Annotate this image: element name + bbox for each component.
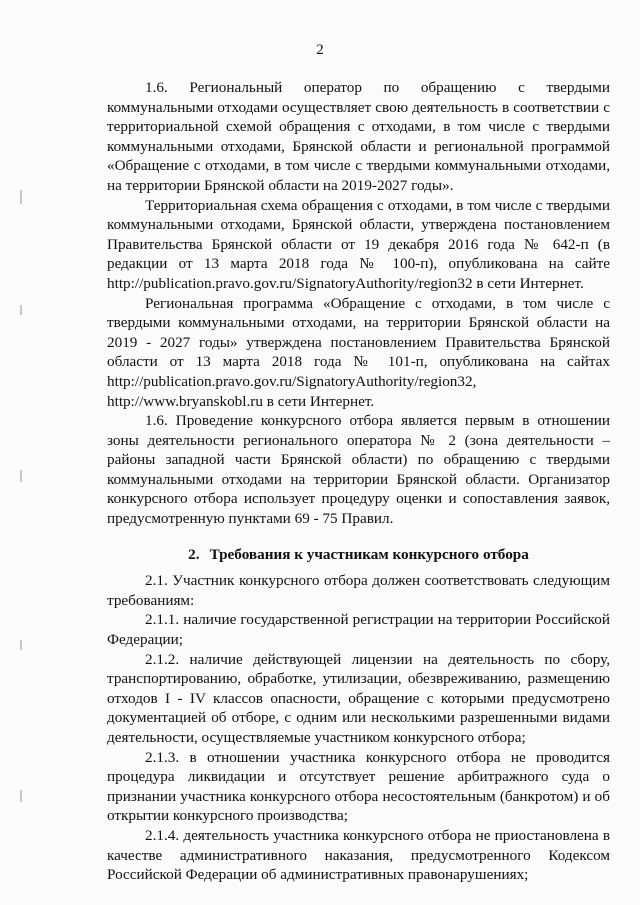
paragraph-1-6-selection: 1.6. Проведение конкурсного отбора является первым в отношении зоны деятельности регионального оператора № 2 (зона деятельности – районы западной части Брянской области) по обращению с твердыми коммунальными отходами на территории Брянской области. Организатор конкурсного отбора использует процедуру оценки и сопоставления заявок, предусмотренную пунктами 69 - 75 Правил. (107, 412, 610, 528)
scan-edge-mark (20, 470, 22, 482)
page-number: 2 (316, 42, 324, 58)
scan-edge-mark (20, 640, 22, 650)
paragraph-2-1-2: 2.1.2. наличие действующей лицензии на деятельность по сбору, транспортированию, обработке, утилизации, обезвреживанию, размещению отходов I - IV классов опасности, обращение с которыми предусмотрено документацией об отборе, с одним или несколькими разрешенными видами деятельности, осуществляемые участником конкурсного отбора; (107, 650, 610, 746)
paragraph-2-1-3: 2.1.3. в отношении участника конкурсного отбора не проводится процедура ликвидации и отсутствует решение арбитражного суда о признании участника конкурсного отбора несостоятельным (банкротом) и об открытии конкурсного производства; (107, 748, 610, 825)
scan-edge-mark (20, 305, 22, 315)
section-heading (107, 545, 610, 565)
paragraph-territorial-scheme: Территориальная схема обращения с отходами, в том числе с твердыми коммунальными отходами, Брянской области, утверждена постановлением Правительства Брянской области от 19 декабря 2016 года № 642-п (в редакции от 13 марта 2018 года № 100-п), опубликована на сайте http://publication.pravo.gov.ru/SignatoryAuthority/region32 в сети Интернет. (107, 196, 610, 292)
paragraph-2-1-1: 2.1.1. наличие государственной регистрации на территории Российской Федерации; (107, 611, 610, 649)
section-title: Требования к участникам конкурсного отбора (209, 545, 529, 563)
section-number: 2. (188, 545, 200, 563)
paragraph-program-url: http://www.bryanskobl.ru в сети Интернет. (107, 392, 375, 410)
scan-edge-mark (20, 790, 22, 802)
paragraph-regional-program: Региональная программа «Обращение с отходами, в том числе с твердыми коммунальными отходами, на территории Брянской области на 2019 - 2027 годы» утверждена постановлением Правительства Брянской области от 13 марта 2018 года № 101-п, опубликована на сайтах http://publication.pravo.gov.ru/SignatoryAuthority/region32, (107, 294, 610, 390)
paragraph-2-1-4: 2.1.4. деятельность участника конкурсного отбора не приостановлена в качестве административного наказания, предусмотренного Кодексом Российской Федерации об административных правонарушениях; (107, 826, 610, 884)
document-body (107, 78, 610, 885)
scan-edge-mark (20, 190, 22, 204)
paragraph-1-6-operator: 1.6. Региональный оператор по обращению с твердыми коммунальными отходами осуществляет свою деятельность в соответствии с территориальной схемой обращения с отходами, в том числе с твердыми коммунальными отходами, Брянской области и региональной программой «Обращение с отходами, в том числе с твердыми коммунальными отходами, на территории Брянской области на 2019-2027 годы». (107, 79, 610, 194)
paragraph-2-1: 2.1. Участник конкурсного отбора должен соответствовать следующим требованиям: (107, 572, 610, 609)
